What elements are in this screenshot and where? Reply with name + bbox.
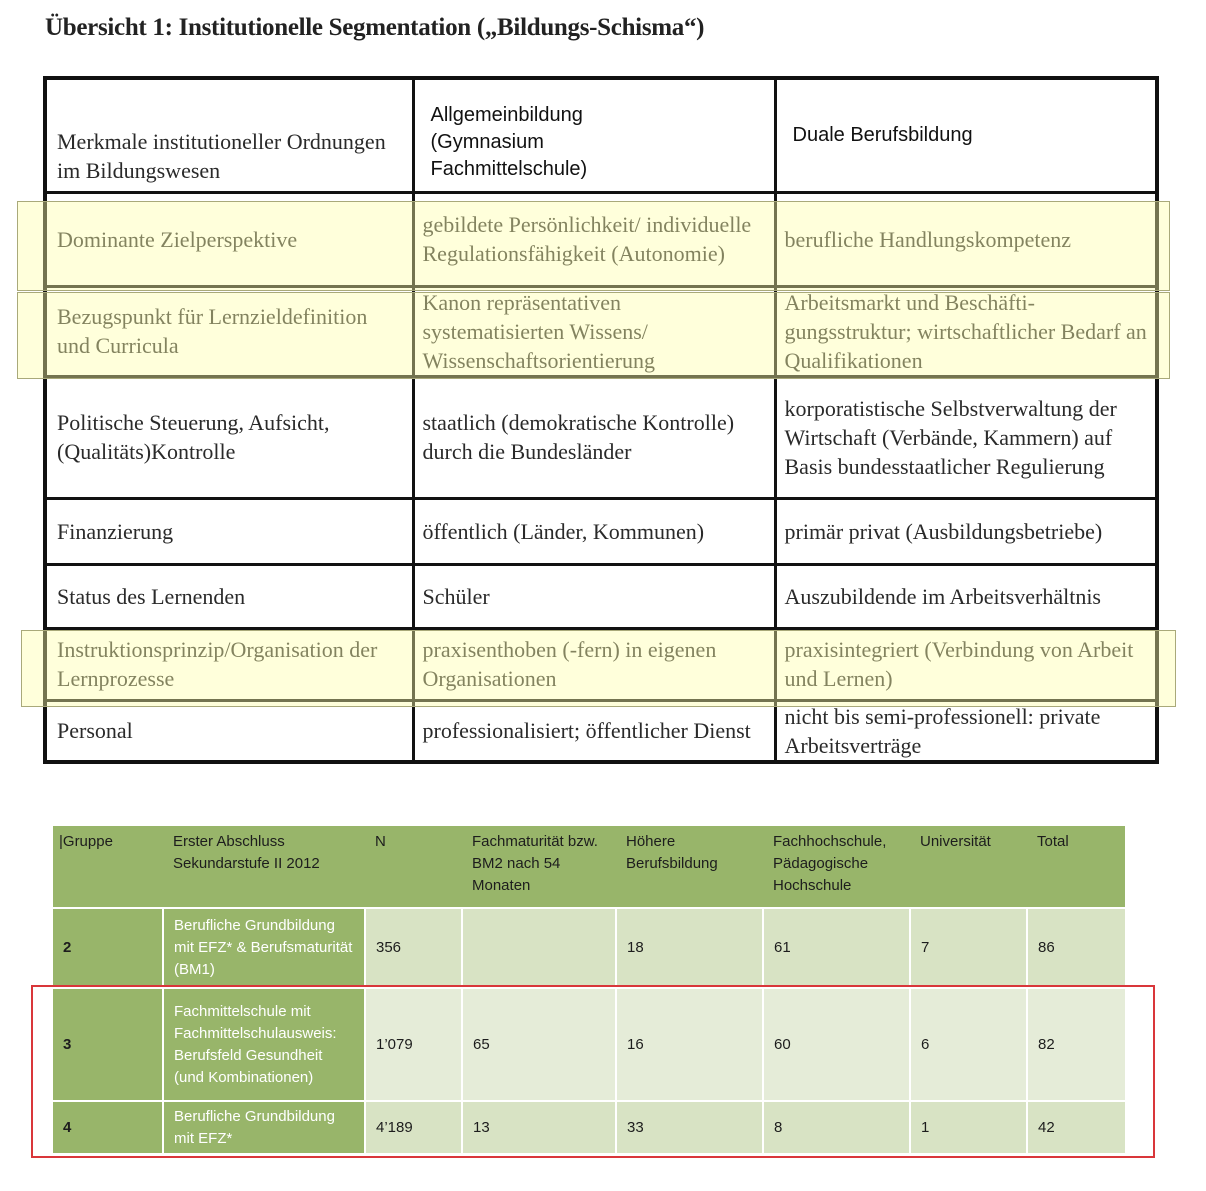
header-line: Allgemeinbildung <box>430 104 583 126</box>
header-group: |Gruppe <box>53 826 163 908</box>
row-cell-general: öffentlich (Länder, Kommunen) <box>413 498 775 564</box>
table-row <box>53 1101 1125 1153</box>
table-row <box>45 564 1157 628</box>
header-line: Fachmittelschule) <box>430 158 588 180</box>
fh-cell: 61 <box>763 908 910 988</box>
segmentation-table <box>43 76 1159 764</box>
table-row <box>45 498 1157 564</box>
fm-cell <box>462 908 616 988</box>
row-cell-general: gebildete Persönlichkeit/ individuelle Regulationsfähigkeit (Autonomie) <box>413 192 775 286</box>
row-cell-dual: praxisintegriert (Verbindung von Arbeit und Lernen) <box>775 628 1157 700</box>
n-cell: 4’189 <box>365 1101 462 1153</box>
row-label: Finanzierung <box>45 498 413 564</box>
row-label: Bezugspunkt für Lernzieldefinition und Curricula <box>45 286 413 376</box>
outcome-table <box>53 826 1125 1153</box>
uni-cell: 7 <box>910 908 1027 988</box>
header-cell-general-education <box>413 78 775 192</box>
row-cell-general: Schüler <box>413 564 775 628</box>
total-cell: 86 <box>1027 908 1125 988</box>
hb-cell: 18 <box>616 908 763 988</box>
fh-cell: 60 <box>763 988 910 1101</box>
header-line: (Gymnasium <box>430 131 544 153</box>
uni-cell: 6 <box>910 988 1027 1101</box>
header-n: N <box>365 826 462 908</box>
header-universitaet: Universität <box>910 826 1027 908</box>
uni-cell: 1 <box>910 1101 1027 1153</box>
page-title: Übersicht 1: Institutionelle Segmentation („Bildungs-Schisma“) <box>45 14 705 41</box>
n-cell: 1’079 <box>365 988 462 1101</box>
header-fachmaturitaet: Fachmaturität bzw. BM2 nach 54 Monaten <box>462 826 616 908</box>
row-cell-general: staatlich (demokratische Kontrolle) durch die Bundesländer <box>413 376 775 498</box>
header-total: Total <box>1027 826 1125 908</box>
degree-label: Berufliche Grundbildung mit EFZ* & Berufsmaturität (BM1) <box>163 908 365 988</box>
header-cell-dual-vocational: Duale Berufsbildung <box>775 78 1157 192</box>
hb-cell: 33 <box>616 1101 763 1153</box>
hb-cell: 16 <box>616 988 763 1101</box>
row-cell-dual: nicht bis semi-professionell: private Arbeitsverträge <box>775 700 1157 762</box>
header-cell-criteria: Merkmale institutioneller Ordnungen im Bildungswesen <box>45 78 413 192</box>
header-first-degree: Erster Abschluss Sekundarstufe II 2012 <box>163 826 365 908</box>
row-cell-general: Kanon repräsentativen systematisierten Wissens/ Wissenschaftsorientierung <box>413 286 775 376</box>
fm-cell: 65 <box>462 988 616 1101</box>
degree-label: Fachmittelschule mit Fachmittelschulausweis: Berufsfeld Gesundheit (und Kombinationen) <box>163 988 365 1101</box>
row-label: Personal <box>45 700 413 762</box>
header-fachhochschule: Fachhochschule, Pädagogische Hochschule <box>763 826 910 908</box>
row-cell-dual: primär privat (Ausbildungsbetriebe) <box>775 498 1157 564</box>
row-cell-general: professionalisiert; öffentlicher Dienst <box>413 700 775 762</box>
row-label: Politische Steuerung, Aufsicht, (Qualitäts)Kontrolle <box>45 376 413 498</box>
table-row <box>45 700 1157 762</box>
row-cell-dual: berufliche Handlungskompetenz <box>775 192 1157 286</box>
fm-cell: 13 <box>462 1101 616 1153</box>
total-cell: 42 <box>1027 1101 1125 1153</box>
group-cell: 4 <box>53 1101 163 1153</box>
table-header-row <box>45 78 1157 192</box>
row-label: Instruktionsprinzip/Organisation der Lernprozesse <box>45 628 413 700</box>
row-label: Status des Lernenden <box>45 564 413 628</box>
row-cell-dual: Arbeitsmarkt und Beschäfti-gungsstruktur; wirtschaftlicher Bedarf an Qualifikationen <box>775 286 1157 376</box>
row-cell-dual: Auszubildende im Arbeitsverhältnis <box>775 564 1157 628</box>
table-row <box>45 192 1157 286</box>
degree-label: Berufliche Grundbildung mit EFZ* <box>163 1101 365 1153</box>
group-cell: 2 <box>53 908 163 988</box>
n-cell: 356 <box>365 908 462 988</box>
total-cell: 82 <box>1027 988 1125 1101</box>
header-hoehere-berufsbildung: Höhere Berufsbildung <box>616 826 763 908</box>
table-row <box>45 286 1157 376</box>
row-cell-dual: korporatistische Selbstverwaltung der Wirtschaft (Verbände, Kammern) auf Basis bundesstaatlicher Regulierung <box>775 376 1157 498</box>
row-cell-general: praxisenthoben (-fern) in eigenen Organisationen <box>413 628 775 700</box>
group-cell: 3 <box>53 988 163 1101</box>
table-row <box>45 628 1157 700</box>
row-label: Dominante Zielperspektive <box>45 192 413 286</box>
table-row <box>53 988 1125 1101</box>
fh-cell: 8 <box>763 1101 910 1153</box>
table-header-row <box>53 826 1125 908</box>
table-row <box>45 376 1157 498</box>
table-row <box>53 908 1125 988</box>
